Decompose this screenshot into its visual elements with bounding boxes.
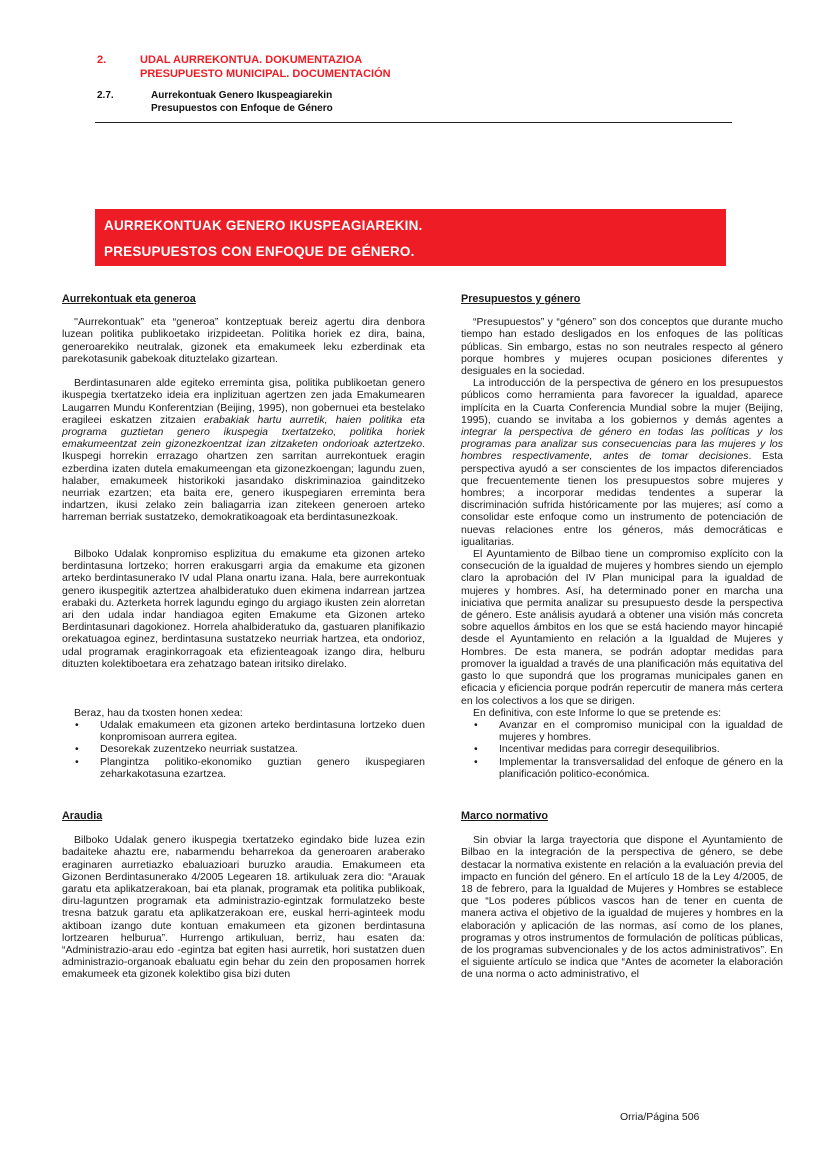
- right-paragraph-2-rest: . Esta perspectiva ayudó a ser conscientes de los impactos diferenciados que frecuentemente tienen los presupuestos sobre mujeres y hombres; a incorporar medidas tendentes a superar la discriminación sufrida históricamente por las mujeres; así como a consolidar este enfoque como un instrumento de potenciación de nuevas relaciones entre los géneros, más democráticas e igualitarias.: [461, 450, 783, 548]
- list-item-text: Avanzar en el compromiso municipal con la igualdad de mujeres y hombres.: [499, 718, 783, 744]
- list-item-text: Implementar la transversalidad del enfoque de género en la planificación politico-económica.: [499, 755, 783, 780]
- left-paragraph-3: Bilboko Udalak konpromiso esplizitua du emakume eta gizonen arteko berdintasuna lortzeko; horren erakusgarri argia da emakume eta gizonen arteko berdintasunerako IV udal Plana onartu izana. Hala, bere aurrekontuak genero ikuspegitik aztertzea ahalbideratuko duen ekimena indarrean jartzea erabaki du. Azterketa horrek lagundu egingo du argiago ikusten zein alorretan ari den udala indar handiagoa egiten Emakume eta Gizonen arteko Berdintasunari dagokionez. Horrela ahalbideratuko da, gastuaren planifikazio orekatuagoa eginez, berdintasuna sustatzeko neurriak hartzea, eta ondorioz, udal programak eraginkorragoak eta efizienteagoak izango dira, helburu dituzten kolektiboetara era zehatzago batean iritsiko direlako.: [62, 548, 425, 670]
- list-item-text: Plangintza politiko-ekonomiko guztian genero ikuspegiaren zeharkakotasuna ezartzea.: [100, 755, 425, 780]
- left-column-heading-2: Araudia: [62, 809, 103, 822]
- bullet-icon: •: [75, 718, 79, 731]
- left-paragraph-2: [62, 377, 425, 548]
- section-heading: [97, 53, 737, 81]
- section-title-es: PRESUPUESTO MUNICIPAL. DOCUMENTACIÓN: [140, 68, 391, 80]
- subsection-heading: [97, 90, 737, 115]
- page-number: Orria/Página 506: [620, 1111, 700, 1123]
- left-objectives-block: [62, 707, 425, 780]
- right-paragraph-4: Sin obviar la larga trayectoria que dispone el Ayuntamiento de Bilbao en la integración de la perspectiva de género, se debe destacar la normativa existente en relación a la evaluación previa del impacto en función del género. En el artículo 18 de la Ley 4/2005, de 18 de febrero, para la Igualdad de Mujeres y Hombres se establece que “Los poderes públicos vascos han de tener en cuenta de manera activa el objetivo de la igualdad de mujeres y hombres en la elaboración y aplicación de las normas, así como de los planes, programas y otros instrumentos de formulación de políticas públicas, de los programas subvencionales y de los actos administrativos”. En el siguiente artículo se indica que “Antes de acometer la elaboración de una norma o acto administrativo, el: [461, 834, 783, 981]
- two-column-body: [62, 293, 783, 981]
- right-objectives-block: [461, 707, 783, 780]
- section-title-eu: UDAL AURREKONTUA. DOKUMENTAZIOA: [140, 54, 363, 66]
- bullet-icon: •: [75, 743, 79, 756]
- banner-line-eu: AURREKONTUAK GENERO IKUSPEAGIAREKIN.: [104, 218, 423, 233]
- section-number: 2.: [97, 54, 107, 66]
- page-footer: [620, 1111, 699, 1123]
- bullet-icon: •: [474, 755, 478, 768]
- left-paragraph-2-text: Berdintasunaren alde egiteko erreminta gisa, politika publikoetan genero ikuspegia txertatzeko ideia era inplizituan agertzen zen jada Emakumearen Laugarren Mundu Konferentzian (Beijing, 1995), non gobernuei eta bestelako eragileei eskatzen zitzaien: [62, 377, 425, 426]
- list-item: [461, 719, 783, 743]
- bullet-icon: •: [75, 755, 79, 768]
- title-banner: [95, 209, 726, 266]
- list-item: [62, 719, 425, 743]
- right-paragraph-2: [461, 377, 783, 548]
- left-paragraph-2-citation: erabakiak hartu aurretik, haien politika eta programa guztietan genero ikuspegia txertatzeko, politika horiek emakumeentzat zein gizonezkoentzat izan zitzaketen ondorioak aztertzeko: [62, 413, 425, 451]
- list-item: [62, 743, 425, 755]
- banner-line-es: PRESUPUESTOS CON ENFOQUE DE GÉNERO.: [104, 244, 415, 259]
- subsection-title-es: Presupuestos con Enfoque de Género: [151, 102, 333, 114]
- left-objectives-intro: Beraz, hau da txosten honen xedea:: [74, 706, 243, 719]
- list-item: [461, 743, 783, 755]
- right-paragraph-2-text: La introducción de la perspectiva de género en los presupuestos públicos como herramienta para favorecer la igualdad, aparece implícita en la Cuarta Conferencia Mundial sobre la mujer (Beijing, 1995), cuando se invitaba a los gobiernos y demás agentes a: [461, 377, 783, 426]
- right-column-heading-2: Marco normativo: [461, 809, 548, 822]
- list-item-text: Incentivar medidas para corregir desequilibrios.: [499, 743, 720, 756]
- header-divider: [95, 122, 732, 123]
- list-item-text: Desorekak zuzentzeko neurriak sustatzea.: [100, 743, 298, 756]
- subsection-titles: [151, 90, 737, 115]
- left-paragraph-2-rest: . Ikuspegi horrekin errazago ohartzen zen sarritan aurrekontuek eragin ezberdina izaten dutela emakumeengan eta gizonezkoengan; lagundu zuen, halaber, emakumeek historikoki jasandako diskriminazioa gainditzeko neurriak ezartzen; eta baita ere, genero ikuspegiaren erreminta bera indartzen, ikusi zelako zein baliagarria izan zitekeen generoen arteko harreman berriak sustatzeko, demokratikoagoak eta berdintasunezkoak.: [62, 438, 425, 524]
- right-paragraph-2-citation: integrar la perspectiva de género en todas las políticas y los programas para analizar sus consecuencias para las mujeres y los hombres respectivamente, antes de tomar decisiones: [461, 426, 783, 463]
- section-titles: [140, 53, 737, 81]
- right-paragraph-3: El Ayuntamiento de Bilbao tiene un compromiso explícito con la consecución de la igualdad de mujeres y hombres siendo un ejemplo claro la aprobación del IV Plan municipal para la igualdad de mujeres y hombres. Así, ha determinado poner en marcha una iniciativa que permita analizar su presupuesto desde la perspectiva de género. Este análisis ayudará a obtener una visión más concreta sobre aquellos ámbitos en los que se está haciendo mayor hincapié desde el Ayuntamiento en relación a la Igualdad de Mujeres y Hombres. De esta manera, se podrán adoptar medidas para promover la igualdad a través de una planificación más equitativa del gasto lo que supondrá que los programas municipales ganen en eficacia y eficiencia porque podrán repercutir de manera más certera en los colectivos a los que se dirigen.: [461, 548, 783, 707]
- list-item-text: Udalak emakumeen eta gizonen arteko berdintasuna lortzeko duen konpromisoan aurrera egitea.: [100, 718, 425, 744]
- left-paragraph-4: Bilboko Udalak genero ikuspegia txertatzeko egindako bide luzea ezin badaiteke ahaztu ere, nabarmendu beharrekoa da generoaren araberako eraginaren aurretiazko ebaluazioari buruzko araudia. Emakumeen eta Gizonen Berdintasunerako 4/2005 Legearen 18. artikuluak zera dio: “Arauak garatu eta aplikatzerakoan, bai eta planak, programak eta politika publikoak, diru-laguntzen programak eta administrazio-egintzak formulatzeko beste tresna batzuk garatu eta aplikatzerakoan ere, euskal herri-aginteek modu aktiboan izango dute kontuan emakumeen eta gizonen berdintasuna lortzearen helburua”. Hurrengo artikuluan, berriz, hau esaten da: “Administrazio-arau edo -egintza bat egiten hasi aurretik, hori sustatzen duen administrazio-organoak ebaluatu egin behar du zein den proposamen horrek emakumeek eta gizonek kolektibo gisa bizi duten: [62, 834, 425, 981]
- document-header: [97, 53, 737, 115]
- right-paragraph-1: “Presupuestos” y “género” son dos conceptos que durante mucho tiempo han estado desligados en los enfoques de las políticas públicas. Sin embargo, estas no son neutrales respecto al género porque hombres y mujeres ocupan posiciones diferentes y desiguales en la sociedad.: [461, 316, 783, 378]
- right-objectives-list: [461, 719, 783, 780]
- right-column-heading: Presupuestos y género: [461, 293, 581, 305]
- left-column-heading: Aurrekontuak eta generoa: [62, 293, 196, 305]
- bullet-icon: •: [474, 718, 478, 731]
- left-paragraph-1: ''Aurrekontuak” eta “generoa” kontzeptuak bereiz agertu dira denbora luzean politika publikoetako irizpideetan. Politika horiek ez dira, baina, generoarekiko neutralak, gizonek eta emakumeek leku ezberdinak eta parekotasunik gabekoak dituztelako gizartean.: [62, 316, 425, 365]
- list-item: [62, 756, 425, 780]
- subsection-number: 2.7.: [97, 90, 114, 101]
- list-item: [461, 756, 783, 780]
- subsection-title-eu: Aurrekontuak Genero Ikuspeagiarekin: [151, 90, 333, 101]
- bullet-icon: •: [474, 743, 478, 756]
- right-objectives-intro: En definitiva, con este Informe lo que se pretende es:: [473, 706, 722, 719]
- left-objectives-list: [62, 719, 425, 780]
